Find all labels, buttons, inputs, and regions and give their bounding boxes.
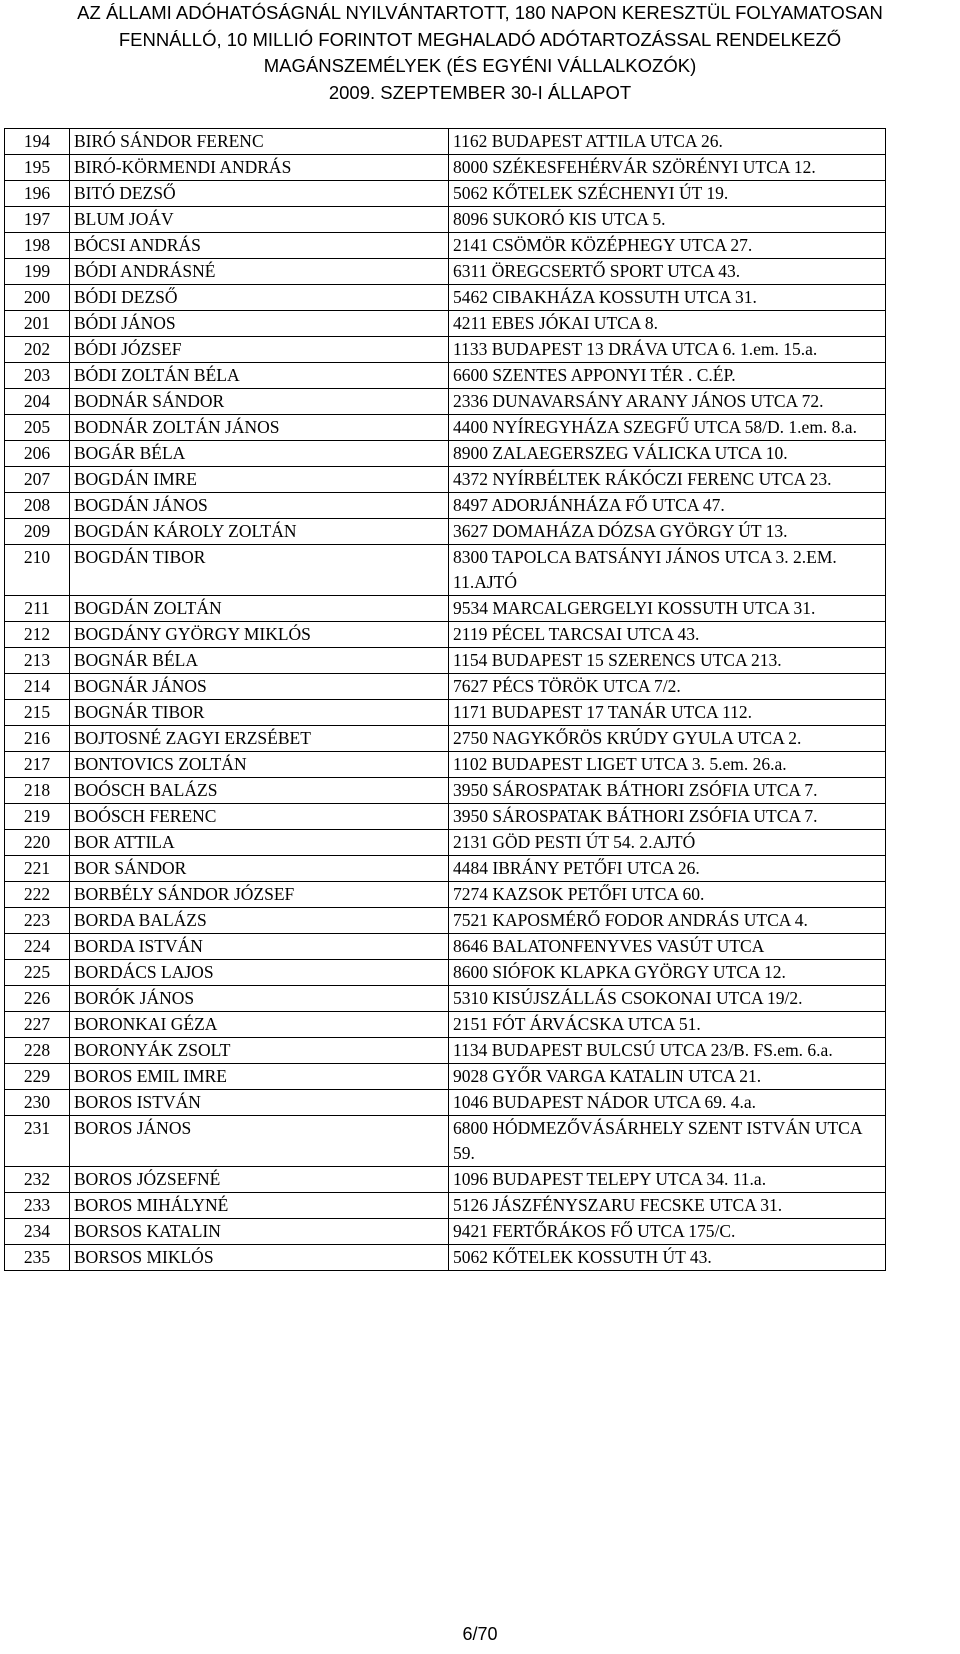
taxpayer-address: 1134 BUDAPEST BULCSÚ UTCA 23/B. FS.em. 6.a.: [449, 1038, 886, 1064]
taxpayer-address: 8497 ADORJÁNHÁZA FŐ UTCA 47.: [449, 493, 886, 519]
row-number: 229: [5, 1064, 70, 1090]
taxpayer-address: 7627 PÉCS TÖRÖK UTCA 7/2.: [449, 674, 886, 700]
row-number: 235: [5, 1245, 70, 1271]
row-number: 210: [5, 545, 70, 596]
taxpayer-name: BORONKAI GÉZA: [70, 1012, 449, 1038]
taxpayer-name: BIRÓ SÁNDOR FERENC: [70, 129, 449, 155]
row-number: 232: [5, 1167, 70, 1193]
taxpayer-address: 4400 NYÍREGYHÁZA SZEGFŰ UTCA 58/D. 1.em. 8.a.: [449, 415, 886, 441]
taxpayer-name: BOGNÁR JÁNOS: [70, 674, 449, 700]
taxpayer-address: 8000 SZÉKESFEHÉRVÁR SZÖRÉNYI UTCA 12.: [449, 155, 886, 181]
row-number: 234: [5, 1219, 70, 1245]
row-number: 231: [5, 1116, 70, 1167]
table-row: [5, 960, 886, 986]
taxpayer-name: BORDA ISTVÁN: [70, 934, 449, 960]
taxpayer-address: 8300 TAPOLCA BATSÁNYI JÁNOS UTCA 3. 2.EM. 11.AJTÓ: [449, 545, 886, 596]
taxpayer-address: 1133 BUDAPEST 13 DRÁVA UTCA 6. 1.em. 15.a.: [449, 337, 886, 363]
row-number: 206: [5, 441, 70, 467]
taxpayer-address: 4484 IBRÁNY PETŐFI UTCA 26.: [449, 856, 886, 882]
taxpayer-address: 5062 KŐTELEK SZÉCHENYI ÚT 19.: [449, 181, 886, 207]
taxpayer-name: BITÓ DEZSŐ: [70, 181, 449, 207]
row-number: 204: [5, 389, 70, 415]
table-row: [5, 674, 886, 700]
table-row: [5, 545, 886, 596]
row-number: 197: [5, 207, 70, 233]
taxpayer-address: 6800 HÓDMEZŐVÁSÁRHELY SZENT ISTVÁN UTCA 59.: [449, 1116, 886, 1167]
taxpayer-address: 8646 BALATONFENYVES VASÚT UTCA: [449, 934, 886, 960]
taxpayer-name: BOR SÁNDOR: [70, 856, 449, 882]
taxpayer-name: BOROS EMIL IMRE: [70, 1064, 449, 1090]
row-number: 218: [5, 778, 70, 804]
taxpayer-name: BORDÁCS LAJOS: [70, 960, 449, 986]
taxpayer-address: 2131 GÖD PESTI ÚT 54. 2.AJTÓ: [449, 830, 886, 856]
taxpayer-table: [4, 128, 886, 1271]
row-number: 205: [5, 415, 70, 441]
taxpayer-address: 8900 ZALAEGERSZEG VÁLICKA UTCA 10.: [449, 441, 886, 467]
taxpayer-address: 5462 CIBAKHÁZA KOSSUTH UTCA 31.: [449, 285, 886, 311]
taxpayer-name: BOGDÁN JÁNOS: [70, 493, 449, 519]
taxpayer-address: 1162 BUDAPEST ATTILA UTCA 26.: [449, 129, 886, 155]
table-row: [5, 467, 886, 493]
row-number: 228: [5, 1038, 70, 1064]
row-number: 227: [5, 1012, 70, 1038]
taxpayer-name: BÓCSI ANDRÁS: [70, 233, 449, 259]
page-number: 6/70: [462, 1624, 498, 1644]
table-row: [5, 415, 886, 441]
taxpayer-name: BORÓK JÁNOS: [70, 986, 449, 1012]
taxpayer-address: 4372 NYÍRBÉLTEK RÁKÓCZI FERENC UTCA 23.: [449, 467, 886, 493]
taxpayer-name: BÓDI ZOLTÁN BÉLA: [70, 363, 449, 389]
taxpayer-name: BOGNÁR TIBOR: [70, 700, 449, 726]
taxpayer-address: 2750 NAGYKŐRÖS KRÚDY GYULA UTCA 2.: [449, 726, 886, 752]
taxpayer-address: 2119 PÉCEL TARCSAI UTCA 43.: [449, 622, 886, 648]
row-number: 194: [5, 129, 70, 155]
title-line: 2009. SZEPTEMBER 30-I ÁLLAPOT: [328, 81, 632, 103]
row-number: 195: [5, 155, 70, 181]
taxpayer-address: 3627 DOMAHÁZA DÓZSA GYÖRGY ÚT 13.: [449, 519, 886, 545]
row-number: 201: [5, 311, 70, 337]
taxpayer-name: BODNÁR SÁNDOR: [70, 389, 449, 415]
row-number: 198: [5, 233, 70, 259]
row-number: 221: [5, 856, 70, 882]
table-row: [5, 311, 886, 337]
table-row: [5, 856, 886, 882]
taxpayer-address: 9534 MARCALGERGELYI KOSSUTH UTCA 31.: [449, 596, 886, 622]
table-row: [5, 1116, 886, 1167]
row-number: 203: [5, 363, 70, 389]
taxpayer-address: 9421 FERTŐRÁKOS FŐ UTCA 175/C.: [449, 1219, 886, 1245]
taxpayer-name: BOGDÁNY GYÖRGY MIKLÓS: [70, 622, 449, 648]
taxpayer-address: 2151 FÓT ÁRVÁCSKA UTCA 51.: [449, 1012, 886, 1038]
taxpayer-name: BOGNÁR BÉLA: [70, 648, 449, 674]
page-title: [0, 0, 960, 106]
taxpayer-address: 7521 KAPOSMÉRŐ FODOR ANDRÁS UTCA 4.: [449, 908, 886, 934]
table-row: [5, 519, 886, 545]
taxpayer-name: BOR ATTILA: [70, 830, 449, 856]
row-number: 209: [5, 519, 70, 545]
taxpayer-name: BORSOS MIKLÓS: [70, 1245, 449, 1271]
taxpayer-address: 1046 BUDAPEST NÁDOR UTCA 69. 4.a.: [449, 1090, 886, 1116]
taxpayer-name: BOGÁR BÉLA: [70, 441, 449, 467]
row-number: 224: [5, 934, 70, 960]
row-number: 215: [5, 700, 70, 726]
taxpayer-name: BÓDI JÓZSEF: [70, 337, 449, 363]
taxpayer-name: BLUM JOÁV: [70, 207, 449, 233]
table-row: [5, 441, 886, 467]
table-row: [5, 1245, 886, 1271]
table-row: [5, 1193, 886, 1219]
taxpayer-name: BORBÉLY SÁNDOR JÓZSEF: [70, 882, 449, 908]
taxpayer-address: 1154 BUDAPEST 15 SZERENCS UTCA 213.: [449, 648, 886, 674]
taxpayer-address: 6600 SZENTES APPONYI TÉR . C.ÉP.: [449, 363, 886, 389]
table-row: [5, 1090, 886, 1116]
table-row: [5, 285, 886, 311]
row-number: 222: [5, 882, 70, 908]
taxpayer-address: 1102 BUDAPEST LIGET UTCA 3. 5.em. 26.a.: [449, 752, 886, 778]
table-body: [5, 129, 886, 1271]
taxpayer-name: BOROS ISTVÁN: [70, 1090, 449, 1116]
taxpayer-name: BÓDI JÁNOS: [70, 311, 449, 337]
row-number: 208: [5, 493, 70, 519]
table-row: [5, 908, 886, 934]
taxpayer-address: 8096 SUKORÓ KIS UTCA 5.: [449, 207, 886, 233]
row-number: 220: [5, 830, 70, 856]
row-number: 226: [5, 986, 70, 1012]
taxpayer-name: BIRÓ-KÖRMENDI ANDRÁS: [70, 155, 449, 181]
taxpayer-address: 1171 BUDAPEST 17 TANÁR UTCA 112.: [449, 700, 886, 726]
table-row: [5, 363, 886, 389]
taxpayer-name: BÓDI ANDRÁSNÉ: [70, 259, 449, 285]
taxpayer-name: BOROS JÁNOS: [70, 1116, 449, 1167]
taxpayer-address: 2336 DUNAVARSÁNY ARANY JÁNOS UTCA 72.: [449, 389, 886, 415]
taxpayer-address: 9028 GYŐR VARGA KATALIN UTCA 21.: [449, 1064, 886, 1090]
taxpayer-name: BOROS MIHÁLYNÉ: [70, 1193, 449, 1219]
taxpayer-name: BOJTOSNÉ ZAGYI ERZSÉBET: [70, 726, 449, 752]
taxpayer-address: 5126 JÁSZFÉNYSZARU FECSKE UTCA 31.: [449, 1193, 886, 1219]
table-row: [5, 752, 886, 778]
table-row: [5, 934, 886, 960]
taxpayer-name: BOGDÁN TIBOR: [70, 545, 449, 596]
taxpayer-name: BOÓSCH FERENC: [70, 804, 449, 830]
row-number: 207: [5, 467, 70, 493]
table-row: [5, 155, 886, 181]
taxpayer-name: BOROS JÓZSEFNÉ: [70, 1167, 449, 1193]
taxpayer-address: 3950 SÁROSPATAK BÁTHORI ZSÓFIA UTCA 7.: [449, 804, 886, 830]
table-row: [5, 1012, 886, 1038]
row-number: 230: [5, 1090, 70, 1116]
row-number: 225: [5, 960, 70, 986]
table-row: [5, 700, 886, 726]
table-row: [5, 596, 886, 622]
title-line: FENNÁLLÓ, 10 MILLIÓ FORINTOT MEGHALADÓ ADÓTARTOZÁSSAL RENDELKEZŐ: [118, 28, 842, 50]
row-number: 211: [5, 596, 70, 622]
taxpayer-address: 6311 ÖREGCSERTŐ SPORT UTCA 43.: [449, 259, 886, 285]
table-row: [5, 1064, 886, 1090]
row-number: 199: [5, 259, 70, 285]
taxpayer-name: BOGDÁN IMRE: [70, 467, 449, 493]
row-number: 219: [5, 804, 70, 830]
table-row: [5, 648, 886, 674]
table-row: [5, 726, 886, 752]
taxpayer-name: BOGDÁN ZOLTÁN: [70, 596, 449, 622]
table-row: [5, 129, 886, 155]
taxpayer-address: 3950 SÁROSPATAK BÁTHORI ZSÓFIA UTCA 7.: [449, 778, 886, 804]
taxpayer-name: BOÓSCH BALÁZS: [70, 778, 449, 804]
table-row: [5, 986, 886, 1012]
table-row: [5, 181, 886, 207]
table-row: [5, 830, 886, 856]
taxpayer-address: 5310 KISÚJSZÁLLÁS CSOKONAI UTCA 19/2.: [449, 986, 886, 1012]
table-row: [5, 622, 886, 648]
taxpayer-name: BÓDI DEZSŐ: [70, 285, 449, 311]
taxpayer-address: 4211 EBES JÓKAI UTCA 8.: [449, 311, 886, 337]
table-row: [5, 337, 886, 363]
row-number: 214: [5, 674, 70, 700]
title-line: AZ ÁLLAMI ADÓHATÓSÁGNÁL NYILVÁNTARTOTT, 180 NAPON KERESZTÜL FOLYAMATOSAN: [77, 2, 883, 23]
taxpayer-address: 7274 KAZSOK PETŐFI UTCA 60.: [449, 882, 886, 908]
taxpayer-name: BONTOVICS ZOLTÁN: [70, 752, 449, 778]
table-row: [5, 804, 886, 830]
row-number: 213: [5, 648, 70, 674]
table-row: [5, 1219, 886, 1245]
row-number: 216: [5, 726, 70, 752]
row-number: 200: [5, 285, 70, 311]
table-row: [5, 259, 886, 285]
taxpayer-address: 2141 CSÖMÖR KÖZÉPHEGY UTCA 27.: [449, 233, 886, 259]
table-row: [5, 882, 886, 908]
table-row: [5, 389, 886, 415]
row-number: 196: [5, 181, 70, 207]
table-row: [5, 493, 886, 519]
taxpayer-address: 5062 KŐTELEK KOSSUTH ÚT 43.: [449, 1245, 886, 1271]
row-number: 212: [5, 622, 70, 648]
taxpayer-name: BORONYÁK ZSOLT: [70, 1038, 449, 1064]
row-number: 217: [5, 752, 70, 778]
taxpayer-name: BORSOS KATALIN: [70, 1219, 449, 1245]
taxpayer-address: 8600 SIÓFOK KLAPKA GYÖRGY UTCA 12.: [449, 960, 886, 986]
row-number: 202: [5, 337, 70, 363]
taxpayer-address: 1096 BUDAPEST TELEPY UTCA 34. 11.a.: [449, 1167, 886, 1193]
row-number: 223: [5, 908, 70, 934]
table-row: [5, 233, 886, 259]
table-row: [5, 778, 886, 804]
taxpayer-name: BOGDÁN KÁROLY ZOLTÁN: [70, 519, 449, 545]
table-row: [5, 207, 886, 233]
table-row: [5, 1167, 886, 1193]
row-number: 233: [5, 1193, 70, 1219]
table-row: [5, 1038, 886, 1064]
title-line: MAGÁNSZEMÉLYEK (ÉS EGYÉNI VÁLLALKOZÓK): [263, 55, 697, 76]
taxpayer-name: BODNÁR ZOLTÁN JÁNOS: [70, 415, 449, 441]
taxpayer-name: BORDA BALÁZS: [70, 908, 449, 934]
